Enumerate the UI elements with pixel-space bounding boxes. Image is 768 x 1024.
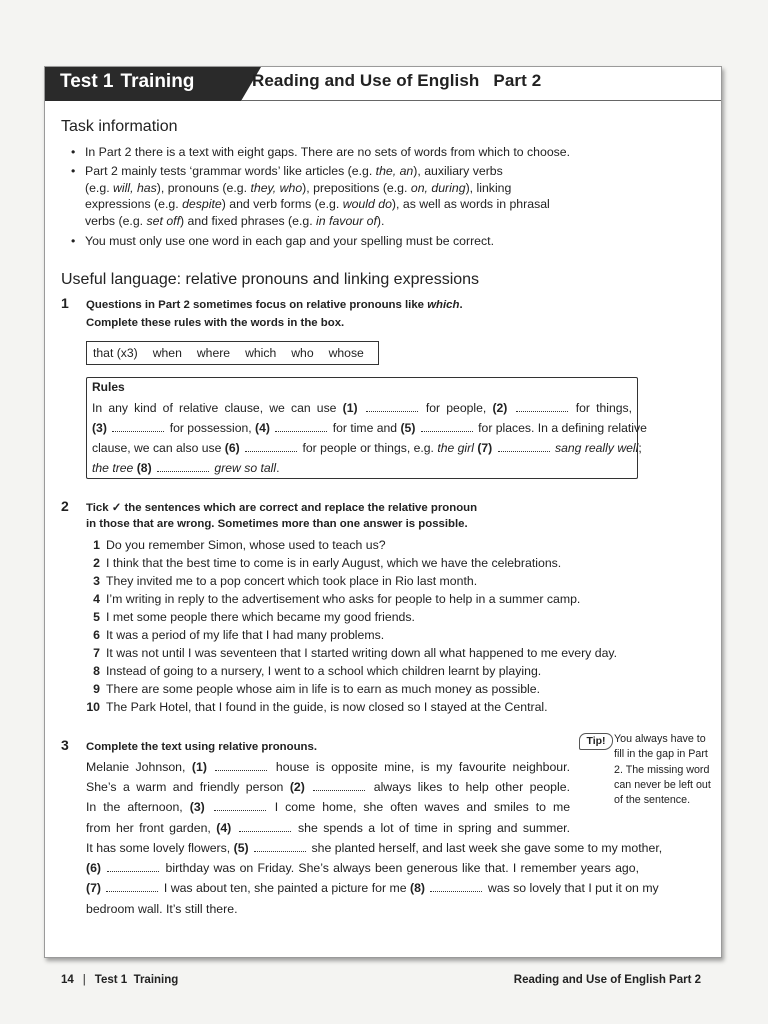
header-rule: [241, 100, 721, 101]
t: (e.g.: [85, 180, 114, 195]
rules-line-1: [92, 398, 632, 418]
sentence-text: They invited me to a pop concert which took place in Rio last month.: [106, 574, 478, 588]
sentence-text: Instead of going to a nursery, I went to a school which children learnt by playing.: [106, 664, 542, 678]
q3-line-7: [86, 878, 659, 898]
q3-line-8: bedroom wall. It’s still there.: [86, 902, 238, 916]
gap-label: (6): [224, 441, 240, 455]
word-item: that (x3): [93, 346, 138, 360]
t: would do: [342, 197, 392, 211]
word-item: when: [152, 346, 182, 360]
gap-input[interactable]: [107, 862, 159, 872]
sentence-number: 7: [93, 646, 100, 660]
header-tab: [45, 67, 241, 101]
gap-label: (5): [233, 841, 249, 855]
t: was so lovely that I put it on my: [487, 881, 659, 895]
gap-label: (2): [492, 401, 508, 415]
gap-label: (7): [477, 441, 493, 455]
word-item: who: [291, 346, 314, 360]
t: for time and: [332, 421, 398, 435]
q1-number: 1: [61, 295, 69, 311]
sentence: [78, 556, 561, 570]
gap-input[interactable]: [245, 442, 297, 452]
t: from her front garden,: [86, 821, 211, 835]
gap-input[interactable]: [254, 842, 306, 852]
gap-label: (4): [255, 421, 270, 435]
header-title-text: Reading and Use of English: [252, 71, 480, 90]
gap-input[interactable]: [516, 402, 568, 412]
sentence: [78, 646, 617, 660]
gap-input[interactable]: [239, 822, 291, 832]
bullet-dot-icon: •: [71, 145, 76, 159]
task-bullet-3: [71, 233, 631, 250]
rules-box: [86, 377, 647, 479]
gap-input[interactable]: [275, 422, 327, 432]
t: ) and verb forms (e.g.: [221, 197, 343, 211]
t: always likes to help other people.: [373, 780, 570, 794]
sentence-text: I met some people there which became my good friends.: [106, 610, 415, 624]
t: the tree: [92, 461, 134, 475]
sentence-number: 6: [93, 628, 100, 642]
rules-line-4: [92, 458, 632, 478]
sentence-text: The Park Hotel, that I found in the guide, is now closed so I stayed at the Central.: [106, 700, 548, 714]
q3-number: 3: [61, 737, 69, 753]
gap-label: (4): [216, 821, 232, 835]
task-bullet-2: [71, 163, 631, 229]
t: .: [276, 461, 280, 475]
q2-number: 2: [61, 498, 69, 514]
t: for people,: [425, 401, 487, 415]
header-title: [252, 71, 541, 91]
q3-line-3: [86, 797, 570, 817]
sentence-number: 2: [93, 556, 100, 570]
sentence-number: 3: [93, 574, 100, 588]
t: grew so tall: [214, 461, 277, 475]
t: Tick: [86, 502, 112, 514]
gap-label: (2): [289, 780, 305, 794]
footer-left: [61, 974, 178, 986]
t: ).: [376, 213, 385, 228]
word-box: [86, 341, 379, 365]
t: birthday was on Friday. She’s always been generous like that. I remember years ago,: [165, 861, 639, 875]
q3-line-4: [86, 818, 570, 838]
tip-badge: Tip!: [579, 733, 613, 750]
bullet-text: You must only use one word in each gap and your spelling must be correct.: [85, 234, 494, 248]
sentence-number: 8: [93, 664, 100, 678]
gap-label: (5): [400, 421, 416, 435]
gap-input[interactable]: [430, 882, 482, 892]
t: She’s a warm and friendly person: [86, 780, 284, 794]
footer-right: Reading and Use of English Part 2: [513, 974, 701, 986]
q1-instruction-2: Complete these rules with the words in the box.: [86, 317, 345, 329]
q3-line-2: [86, 777, 570, 797]
gap-input[interactable]: [157, 462, 209, 472]
gap-label: (1): [342, 401, 358, 415]
sentence: [78, 664, 541, 678]
t: sang really well: [555, 441, 639, 455]
t: ;: [638, 441, 642, 455]
q2-instruction-2: in those that are wrong. Sometimes more than one answer is possible.: [86, 518, 468, 530]
gap-label: (3): [189, 800, 205, 814]
rules-line-3: [92, 438, 642, 458]
t: In the afternoon,: [86, 800, 183, 814]
t: for things,: [575, 401, 632, 415]
t: on, during: [410, 180, 466, 195]
header-part: Part 2: [493, 71, 542, 90]
sentence-text: I think that the best time to come is in early August, which we have the celebrations.: [106, 556, 562, 570]
t: for people or things, e.g.: [302, 441, 434, 455]
t: .: [459, 299, 463, 311]
t: despite: [182, 197, 222, 211]
t: ), linking: [465, 180, 512, 195]
q2-instruction-1: [86, 500, 477, 517]
t: in favour of: [316, 213, 377, 228]
gap-input[interactable]: [313, 781, 365, 791]
t: she spends a lot of time in spring and summer.: [298, 821, 570, 835]
q1-instruction-1: [86, 297, 463, 314]
header-tab-test: Test 1: [60, 71, 114, 92]
tick-icon: ✓: [111, 502, 122, 514]
gap-label: (6): [86, 861, 102, 875]
t: I was about ten, she painted a picture for me: [163, 881, 407, 895]
t: I come home, she often waves and smiles to me: [274, 800, 571, 814]
t: ), pronouns (e.g.: [156, 180, 251, 195]
t: ), as well as words in phrasal: [391, 197, 550, 211]
sentence-text: It was a period of my life that I had many problems.: [106, 628, 385, 642]
task-info-heading: Task information: [61, 118, 178, 135]
sentence-number: 1: [93, 538, 100, 552]
t: for places. In a defining relative: [478, 421, 647, 435]
gap-label: (8): [409, 881, 425, 895]
t: the girl: [437, 441, 474, 455]
bullet-dot-icon: •: [71, 234, 76, 248]
gap-input[interactable]: [214, 801, 266, 811]
rules-title: Rules: [92, 380, 125, 394]
rules-line-2: [92, 418, 647, 438]
sentence: [78, 592, 580, 606]
word-item: whose: [328, 346, 364, 360]
t: the, an: [375, 164, 414, 178]
t: ), auxiliary verbs: [413, 164, 503, 178]
t: clause, we can also use: [92, 441, 222, 455]
t: Questions in Part 2 sometimes focus on relative pronouns like: [86, 299, 428, 311]
sentence-text: Do you remember Simon, whose used to teach us?: [106, 538, 386, 552]
footer-separator: |: [82, 974, 86, 986]
t: house is opposite mine, is my favourite neighbour.: [275, 760, 570, 774]
gap-input[interactable]: [215, 761, 267, 771]
gap-label: (1): [191, 760, 207, 774]
t: for possession,: [169, 421, 252, 435]
sentence: [78, 610, 415, 624]
sentence: [78, 574, 477, 588]
t: Part 2 mainly tests ‘grammar words’ like articles (e.g.: [85, 164, 376, 178]
footer-left-text: Test 1 Training: [94, 974, 179, 986]
q3-line-6: [86, 858, 639, 878]
t: they, who: [250, 180, 303, 195]
sentence-number: 5: [93, 610, 100, 624]
gap-input[interactable]: [106, 882, 158, 892]
gap-label: (8): [136, 461, 152, 475]
sentence: [78, 682, 540, 696]
sentence-number: 10: [86, 700, 100, 714]
t: which: [427, 299, 460, 311]
t: set off: [146, 213, 181, 228]
t: expressions (e.g.: [85, 197, 183, 211]
t: the sentences which are correct and replace the relative pronoun: [121, 502, 478, 514]
t: It has some lovely flowers,: [86, 841, 231, 855]
t: ) and fixed phrases (e.g.: [180, 213, 317, 228]
sentence-number: 9: [93, 682, 100, 696]
q3-line-5: [86, 838, 663, 858]
sentence-text: There are some people whose aim in life is to earn as much money as possible.: [106, 682, 541, 696]
gap-input[interactable]: [498, 442, 550, 452]
word-item: which: [245, 346, 277, 360]
t: Melanie Johnson,: [86, 760, 186, 774]
bullet-text: In Part 2 there is a text with eight gaps. There are no sets of words from which to choose.: [85, 145, 571, 159]
t: In any kind of relative clause, we can use: [92, 401, 337, 415]
page-panel: [44, 66, 722, 958]
gap-input[interactable]: [421, 422, 473, 432]
t: will, has: [113, 180, 157, 195]
header-tab-training: Training: [120, 71, 195, 92]
word-item: where: [196, 346, 231, 360]
sentence: [78, 700, 548, 714]
page-number: 14: [61, 974, 74, 986]
q3-line-1: [86, 757, 570, 777]
gap-input[interactable]: [366, 402, 418, 412]
sentence: [78, 628, 384, 642]
t: verbs (e.g.: [85, 213, 147, 228]
sentence: [78, 538, 386, 552]
useful-language-heading: Useful language: relative pronouns and linking expressions: [61, 271, 480, 288]
sentence-text: It was not until I was seventeen that I started writing down all what happened to me every day.: [106, 646, 618, 660]
task-bullet-1: [71, 144, 631, 161]
gap-label: (3): [92, 421, 107, 435]
tip-text: You always have to fill in the gap in Part 2. The missing word can never be left out of the sentence.: [614, 733, 711, 807]
t: she planted herself, and last week she gave some to my mother,: [311, 841, 663, 855]
q3-instruction: Complete the text using relative pronouns.: [86, 741, 318, 753]
sentence-number: 4: [93, 592, 100, 606]
gap-label: (7): [86, 881, 102, 895]
bullet-dot-icon: •: [71, 164, 76, 178]
t: ), prepositions (e.g.: [302, 180, 411, 195]
gap-input[interactable]: [112, 422, 164, 432]
bullet-text: [71, 163, 631, 229]
sentence-text: I’m writing in reply to the advertisement who asks for people to help in a summer camp.: [106, 592, 581, 606]
